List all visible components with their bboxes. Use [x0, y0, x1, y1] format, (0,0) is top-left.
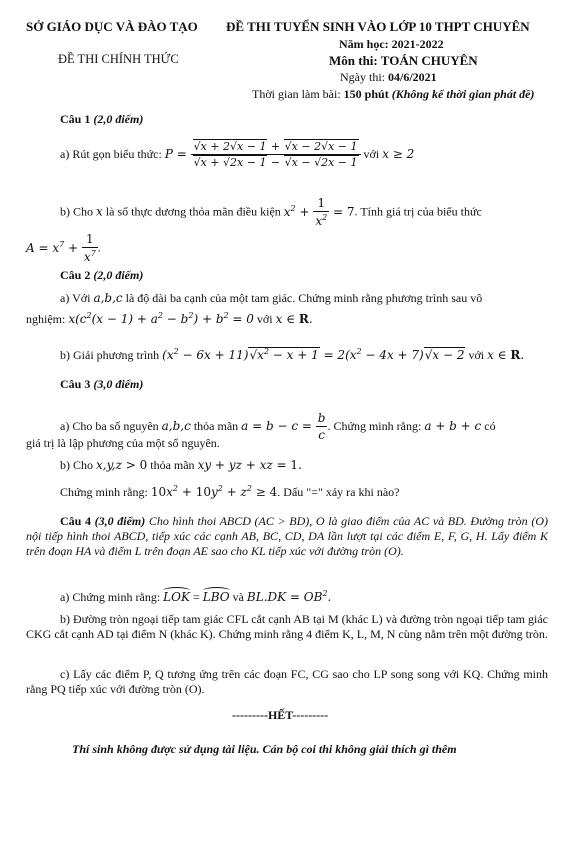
q2-b-prefix: b) Giải phương trình — [60, 348, 163, 362]
q1-b-suffix: . Tính giá trị của biểu thức — [354, 204, 482, 219]
q4-title: Câu 4 — [60, 514, 95, 528]
q3-part-b-line1 — [60, 458, 302, 473]
q2-points: (2,0 điểm) — [93, 268, 144, 282]
q4-intro-text: Cho hình thoi ABCD (AC > BD), O là giao điểm của AC và BD. Đường tròn (O) nội tiếp hình thoi ABCD, tiếp xúc các cạnh AB, BC, CD, DA lần lượt tại các điểm E, F, G, H. Lấy điểm K trên đoạn HA và điểm L trên đoạn AE sao cho KL tiếp xúc với đường tròn (O). — [26, 514, 548, 558]
q3-a-vars: a,b,c — [161, 419, 191, 433]
q1-a-prefix: a) Rút gọn biểu thức: — [60, 147, 165, 161]
q4-a-angle1: LOK — [163, 590, 190, 604]
exam-duration-value: 150 phút — [343, 87, 389, 101]
q3-b2-suffix: . Dấu "=" xảy ra khi nào? — [277, 485, 400, 499]
q1-b-end: . — [97, 240, 101, 255]
q1-title: Câu 1 — [60, 112, 94, 126]
q1-points: (2,0 điểm) — [93, 112, 144, 126]
department-name: SỞ GIÁO DỤC VÀ ĐÀO TẠO — [26, 19, 198, 34]
school-year: Năm học: 2021-2022 — [339, 37, 444, 51]
q4-a-and: và — [229, 590, 247, 604]
q3-a-suffix: có — [481, 419, 496, 433]
q1-a-formula: P = $\frac{√x + 2√x - 1 + √x - 2√x - 1}{√x + √2x - 1 - √x - √2x - 1}$ — [165, 147, 361, 161]
exam-subject: Môn thi: TOÁN CHUYÊN — [329, 53, 478, 68]
exam-duration-label: Thời gian làm bài: — [252, 87, 344, 101]
q2-a-vars: a,b,c — [93, 291, 123, 305]
q1-part-b-line1 — [60, 196, 482, 228]
exam-duration-note: (Không kể thời gian phát đề) — [388, 87, 535, 101]
q1-part-a — [60, 140, 414, 169]
q2-a-equation: $x(c^2(x - 1) + a^2 - b^2) + b^2 = 0$ — [68, 311, 254, 326]
footer-note: Thí sinh không được sử dụng tài liệu. Cán bộ coi thi không giải thích gì thêm — [72, 742, 457, 756]
q4-part-c: c) Lấy các điểm P, Q tương ứng trên các đoạn FC, CG sao cho LP song song với KQ. Chứng minh rằng PQ tiếp xúc với đường tròn (O). — [26, 667, 548, 696]
q1-b-mid: là số thực dương thỏa mãn điều kiện — [102, 204, 284, 219]
q2-a-domain: x ∈ R. — [275, 312, 313, 326]
q1-a-cond: x ≥ 2 — [382, 147, 415, 161]
q1-part-b-line2 — [26, 232, 101, 264]
q1-b-expression: $A = x^7$ + $\frac{1}{x^7}$ — [26, 232, 96, 264]
q2-a-line2-prefix: nghiệm: — [26, 312, 69, 326]
q3-b-inequality: $10x^2 + 10y^2 + z^2 \ge 4$ — [150, 484, 278, 499]
q1-b-prefix: b) Cho — [60, 204, 96, 219]
q4-a-relation: $BL.DK = OB^2$. — [246, 589, 332, 604]
q4-part-a: a) Chứng minh rằng: LOK = LBO và $BL.DK = OB^2$. — [60, 589, 332, 604]
q1-b-var: x — [96, 204, 103, 219]
q2-part-a-line1 — [60, 291, 482, 306]
q2-b-equation: $(x^2 - 6x + 11)√x^2 - x + 1 = 2(x^2 - 4x + 7)√x - 2$ — [162, 347, 465, 362]
end-marker: ---------HẾT--------- — [232, 708, 329, 722]
q1-heading — [60, 112, 143, 127]
q3-b-prefix: b) Cho — [60, 458, 96, 472]
q1-b-condition: $x^2$ + $\frac{1}{x^2}$ = 7 — [283, 196, 355, 228]
q2-title: Câu 2 — [60, 268, 94, 282]
q2-a-line2-mid: với — [253, 312, 276, 326]
q3-b-vars: x,y,z > 0 — [96, 458, 148, 472]
exam-title: ĐỀ THI TUYỂN SINH VÀO LỚP 10 THPT CHUYÊN — [226, 19, 530, 34]
exam-date-label: Ngày thi: — [340, 70, 388, 84]
q3-part-b-line2 — [60, 484, 399, 500]
q3-a-condition: a = b − c = $\frac{b}{c}$ — [241, 411, 326, 442]
q3-a-prefix: a) Cho ba số nguyên — [60, 419, 162, 433]
q3-heading — [60, 377, 143, 392]
q3-title: Câu 3 — [60, 377, 94, 391]
q3-part-a-line2: giá trị là lập phương của một số nguyên. — [26, 436, 220, 450]
q2-a-suffix: là độ dài ba cạnh của một tam giác. Chứng minh rằng phương trình sau vô — [122, 291, 483, 305]
q2-part-b — [60, 347, 524, 363]
exam-date-value: 04/6/2021 — [388, 70, 437, 84]
q4-points: (3,0 điểm) — [94, 514, 146, 528]
q3-b-condition: xy + yz + xz = 1. — [197, 458, 302, 472]
q4-a-angle2: LBO — [202, 590, 230, 604]
q4-a-prefix: a) Chứng minh rằng: — [60, 590, 164, 604]
q3-points: (3,0 điểm) — [93, 377, 144, 391]
q2-b-domain: x ∈ R. — [487, 348, 525, 362]
q1-a-cond-label: với — [360, 147, 383, 161]
q4-intro — [26, 514, 548, 559]
q3-a-mid2: . Chứng minh rằng: — [327, 419, 425, 433]
q4-part-b: b) Đường tròn ngoại tiếp tam giác CFL cắt cạnh AB tại M (khác L) và đường tròn ngoại tiếp tam giác CKG cắt cạnh AD tại điểm N (khác K). Chứng minh rằng 4 điểm K, L, M, N cùng nằm trên một đường tròn. — [26, 612, 548, 641]
q2-part-a-line2 — [26, 311, 313, 327]
q3-b-mid: thỏa mãn — [147, 458, 198, 472]
official-exam-label: ĐỀ THI CHÍNH THỨC — [58, 52, 179, 66]
q2-a-prefix: a) Với — [60, 291, 94, 305]
q2-heading — [60, 268, 143, 283]
exam-duration — [252, 87, 535, 102]
q3-a-expression: a + b + c — [424, 419, 482, 433]
q3-b2-prefix: Chứng minh rằng: — [60, 485, 151, 499]
q2-b-mid: với — [465, 348, 488, 362]
q3-a-mid: thỏa mãn — [190, 419, 242, 433]
exam-date — [340, 70, 437, 85]
